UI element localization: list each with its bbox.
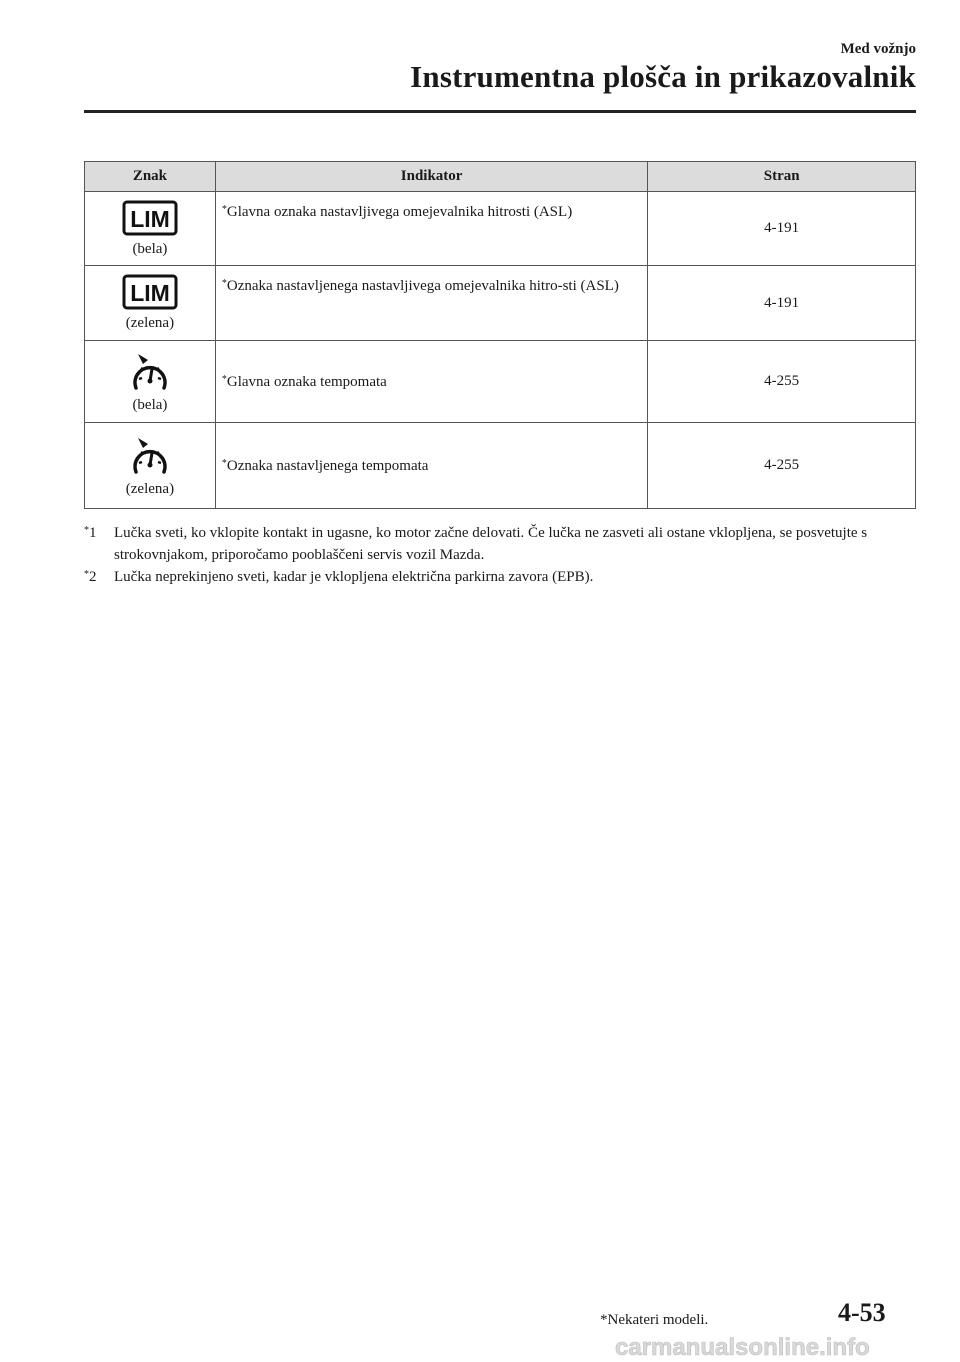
- table-row: [85, 192, 916, 266]
- svg-text:LIM: LIM: [130, 205, 170, 232]
- column-header-symbol: Znak: [85, 162, 216, 192]
- section-title: Med vožnjo: [840, 41, 916, 57]
- page-header: [84, 40, 916, 96]
- symbol-cell: [85, 266, 216, 341]
- footnote: [84, 522, 916, 566]
- table-header-row: [85, 162, 916, 192]
- lim-icon: [122, 200, 178, 238]
- footnote: [84, 566, 916, 588]
- indicator-text: Oznaka nastavljenega nastavljivega omejevalnika hitro-sti (ASL): [226, 278, 619, 294]
- cruise-control-icon: [128, 434, 172, 478]
- symbol-cell: [85, 423, 216, 509]
- watermark-logo: [615, 1334, 935, 1360]
- footnotes: [84, 522, 916, 588]
- table-row: [85, 341, 916, 423]
- indicator-cell: [215, 192, 647, 266]
- footnote-text: Lučka neprekinjeno sveti, kadar je vklopljena električna parkirna zavora (EPB).: [114, 569, 594, 585]
- footnote-mark: *: [221, 278, 227, 289]
- page-ref: 4-255: [648, 423, 916, 509]
- svg-text:carmanualsonline.info: carmanualsonline.info: [615, 1334, 870, 1360]
- page-title: Instrumentna plošča in prikazovalnik: [410, 59, 916, 94]
- footnote-number: *2: [84, 569, 97, 585]
- footnote-mark: *: [221, 204, 227, 215]
- table-row: [85, 423, 916, 509]
- column-header-indicator: Indikator: [215, 162, 647, 192]
- indicator-cell: [215, 341, 647, 423]
- icon-color-label: (zelena): [125, 315, 175, 331]
- indicator-text: Glavna oznaka tempomata: [226, 373, 387, 390]
- cruise-control-icon: [128, 350, 172, 394]
- page-ref: 4-255: [648, 341, 916, 423]
- symbol-cell: [85, 192, 216, 266]
- icon-color-label: (bela): [132, 240, 168, 257]
- column-header-page: Stran: [648, 162, 916, 192]
- page-ref: 4-191: [648, 192, 916, 266]
- header-rule: [84, 110, 916, 113]
- indicator-cell: [215, 423, 647, 509]
- icon-color-label: (bela): [132, 396, 168, 413]
- footnote-number: *1: [84, 525, 97, 541]
- indicator-text: Glavna oznaka nastavljivega omejevalnika hitrosti (ASL): [226, 204, 573, 220]
- footnote-mark: *: [221, 373, 227, 385]
- indicator-text: Oznaka nastavljenega tempomata: [226, 457, 429, 474]
- symbol-cell: [85, 341, 216, 423]
- footer-note: *Nekateri modeli.: [600, 1312, 709, 1328]
- page-number: 4-53: [838, 1298, 886, 1327]
- footnote-mark: *: [221, 457, 227, 469]
- indicator-table: [84, 161, 916, 509]
- page-ref: 4-191: [648, 266, 916, 341]
- footnote-text: Lučka sveti, ko vklopite kontakt in ugasne, ko motor začne delovati. Če lučka ne zasveti ali ostane vklopljena, se posvetujte s strokovnjakom, priporočamo pooblaščeni servis vozil Mazda.: [114, 525, 868, 563]
- svg-text:LIM: LIM: [130, 280, 170, 306]
- indicator-cell: [215, 266, 647, 341]
- table-row: [85, 266, 916, 341]
- icon-color-label: (zelena): [125, 480, 175, 497]
- lim-icon: [122, 274, 178, 312]
